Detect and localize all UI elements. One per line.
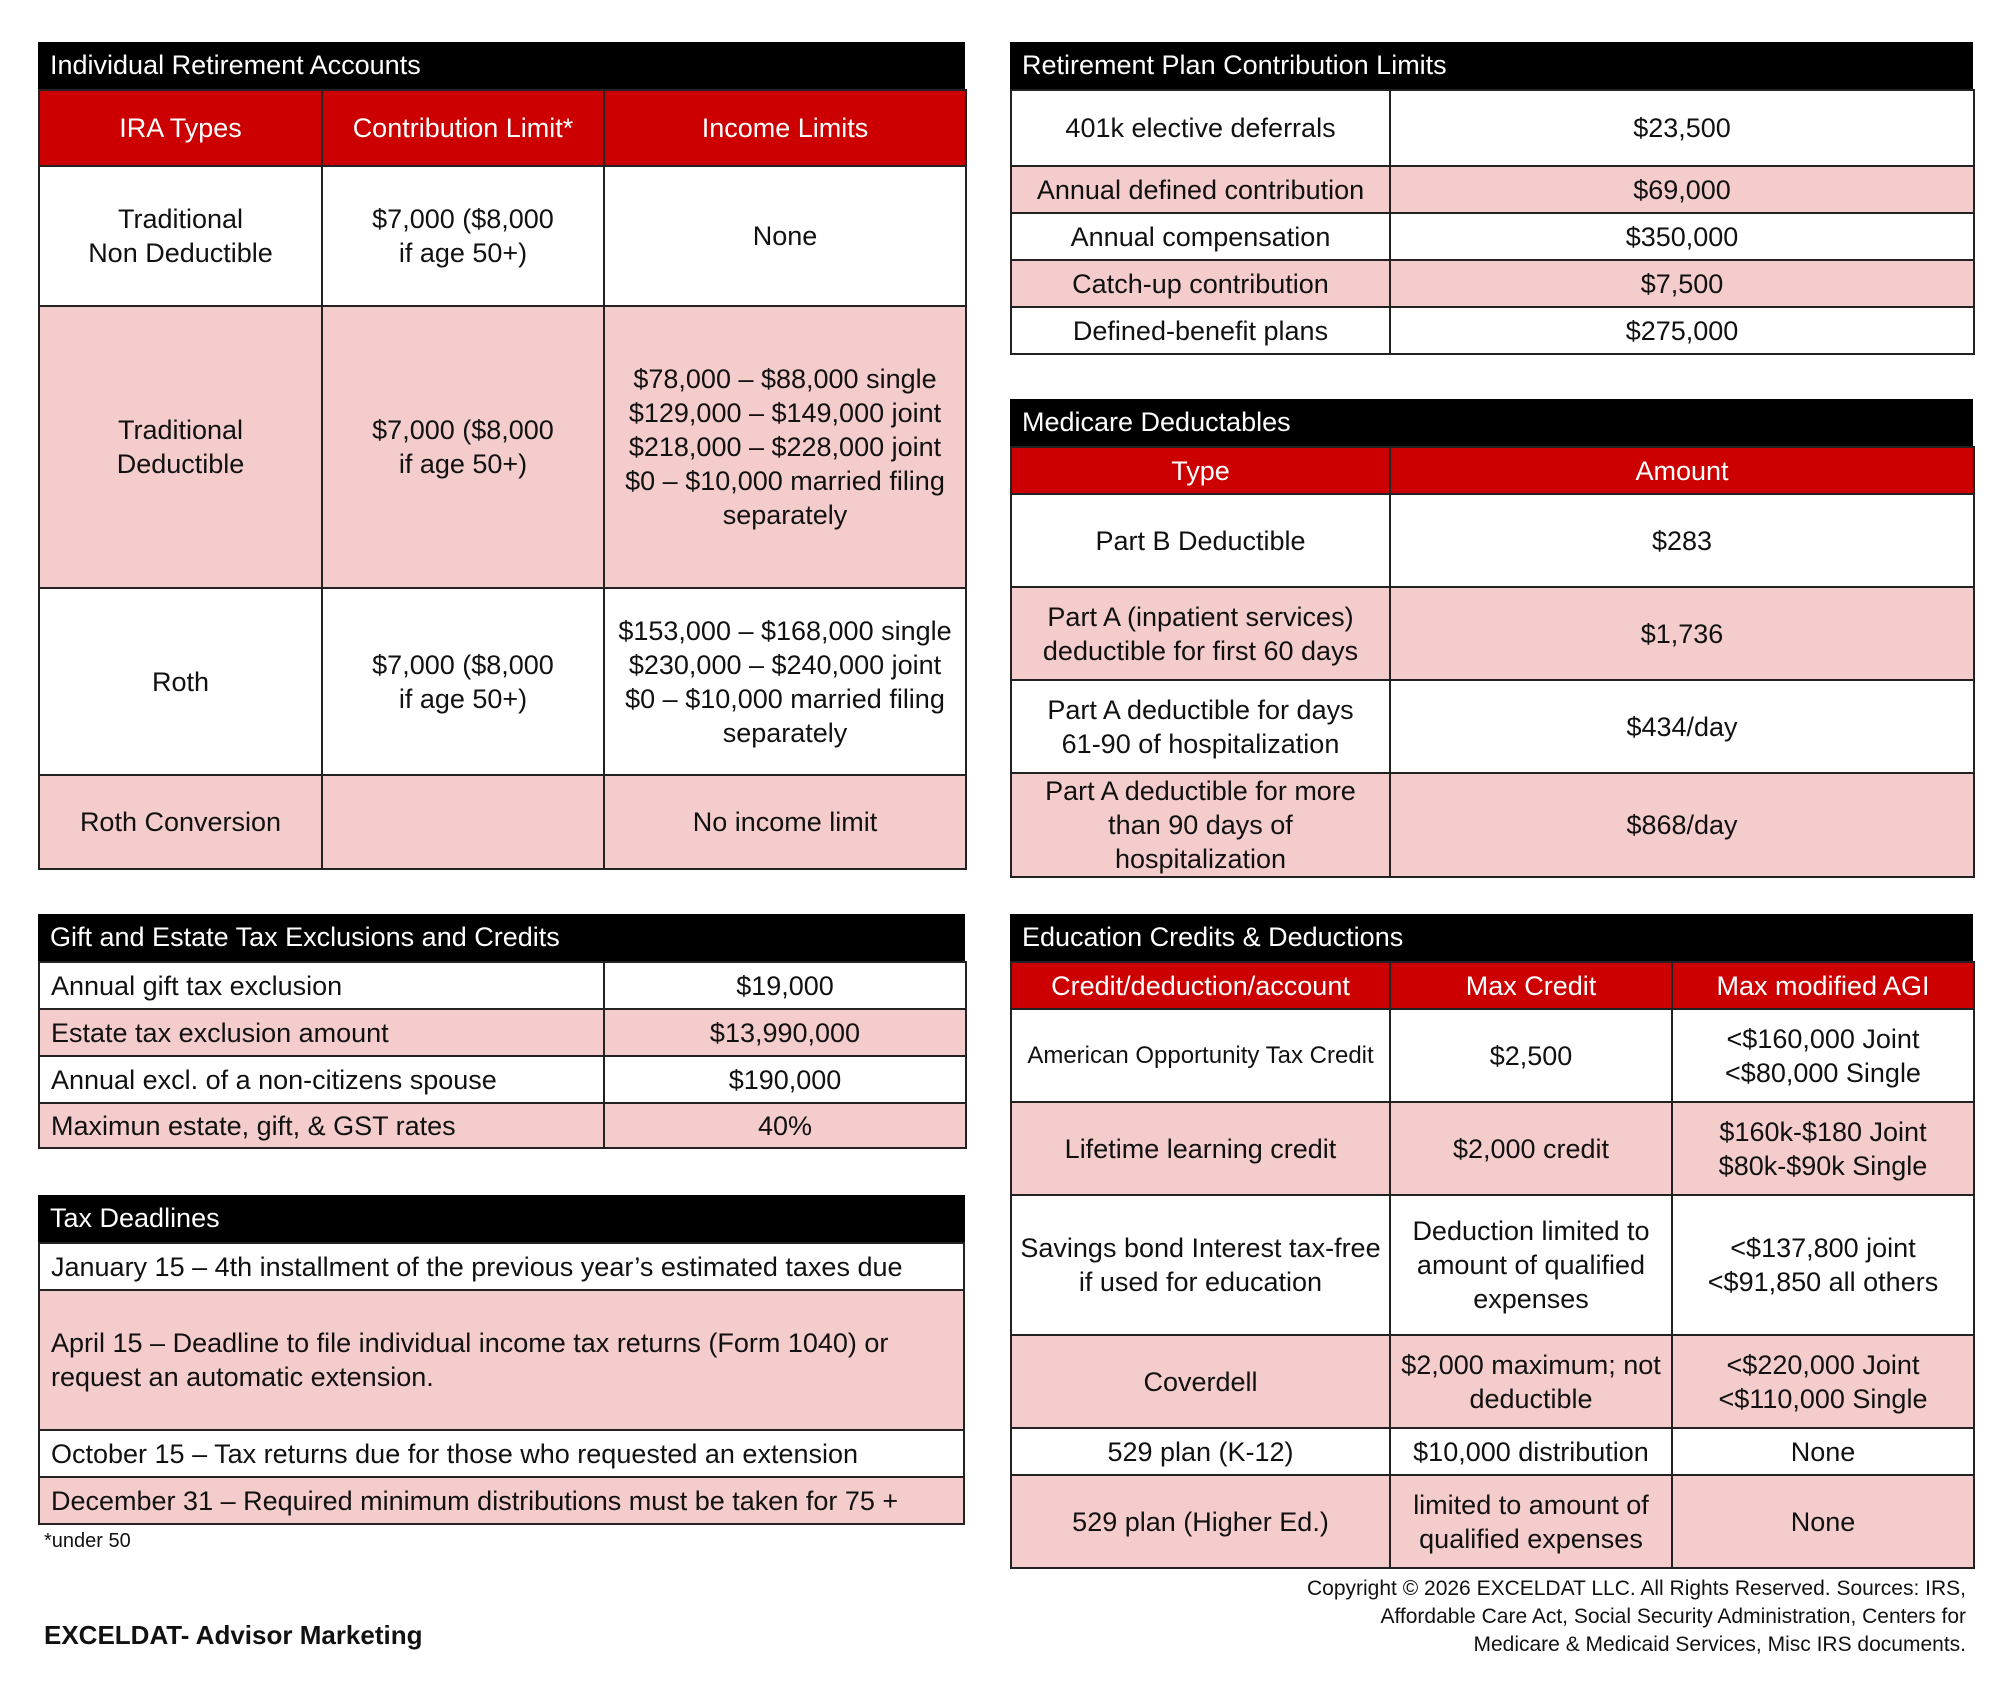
education-table: [1010, 961, 1975, 1569]
ira-income-cell: $78,000 – $88,000 single $129,000 – $149,000 joint $218,000 – $228,000 joint $0 – $10,000 married filing separately: [604, 306, 966, 588]
deadlines-table: [38, 1242, 965, 1525]
education-agi-cell: None: [1672, 1475, 1974, 1568]
ira-limit-cell: $7,000 ($8,000 if age 50+): [322, 166, 604, 306]
deadline-cell: December 31 – Required minimum distributions must be taken for 75 +: [39, 1477, 964, 1524]
deadline-cell: April 15 – Deadline to file individual income tax returns (Form 1040) or request an automatic extension.: [39, 1290, 964, 1430]
table-row: [39, 962, 966, 1009]
education-credit-cell: $2,000 credit: [1390, 1102, 1672, 1195]
table-row: [1011, 587, 1974, 680]
gift-value-cell: $13,990,000: [604, 1009, 966, 1056]
gift-label-cell: Annual excl. of a non-citizens spouse: [39, 1056, 604, 1103]
education-credit-cell: limited to amount of qualified expenses: [1390, 1475, 1672, 1568]
table-row: [1011, 1428, 1974, 1475]
education-name-cell: American Opportunity Tax Credit: [1011, 1009, 1390, 1102]
education-panel: [1010, 914, 1973, 1569]
retirement-title: Retirement Plan Contribution Limits: [1010, 42, 1973, 89]
table-row: [39, 166, 966, 306]
ira-header-types: IRA Types: [39, 90, 322, 166]
deadlines-panel: [38, 1195, 965, 1525]
education-name-cell: Savings bond Interest tax-free if used for education: [1011, 1195, 1390, 1335]
education-agi-cell: $160k-$180 Joint $80k-$90k Single: [1672, 1102, 1974, 1195]
table-row: [1011, 1195, 1974, 1335]
medicare-value-cell: $1,736: [1390, 587, 1974, 680]
education-name-cell: 529 plan (K-12): [1011, 1428, 1390, 1475]
education-agi-cell: <$160,000 Joint <$80,000 Single: [1672, 1009, 1974, 1102]
gift-label-cell: Annual gift tax exclusion: [39, 962, 604, 1009]
table-row: [1011, 494, 1974, 587]
table-row: [39, 1290, 964, 1430]
table-row: [1011, 1009, 1974, 1102]
medicare-label-cell: Part A deductible for days 61-90 of hospitalization: [1011, 680, 1390, 773]
ira-type-cell: Traditional Non Deductible: [39, 166, 322, 306]
gift-panel: [38, 914, 965, 1149]
retirement-value-cell: $275,000: [1390, 307, 1974, 354]
ira-income-cell: None: [604, 166, 966, 306]
retirement-value-cell: $7,500: [1390, 260, 1974, 307]
education-agi-cell: None: [1672, 1428, 1974, 1475]
education-credit-cell: $2,500: [1390, 1009, 1672, 1102]
table-row: [1011, 1102, 1974, 1195]
medicare-label-cell: Part B Deductible: [1011, 494, 1390, 587]
education-credit-cell: Deduction limited to amount of qualified expenses: [1390, 1195, 1672, 1335]
retirement-label-cell: Annual defined contribution: [1011, 166, 1390, 213]
retirement-value-cell: $350,000: [1390, 213, 1974, 260]
ira-limit-cell: $7,000 ($8,000 if age 50+): [322, 306, 604, 588]
table-row: [39, 1243, 964, 1290]
table-row: [39, 1056, 966, 1103]
copyright-notice: Copyright © 2026 EXCELDAT LLC. All Rights Reserved. Sources: IRS, Affordable Care Act, Social Security Administration, Centers for Medicare & Medicaid Services, Misc IRS documents.: [1307, 1577, 1966, 1656]
education-name-cell: 529 plan (Higher Ed.): [1011, 1475, 1390, 1568]
gift-value-cell: $19,000: [604, 962, 966, 1009]
ira-header-income: Income Limits: [604, 90, 966, 166]
table-row: [39, 1009, 966, 1056]
ira-title: Individual Retirement Accounts: [38, 42, 965, 89]
ira-panel: [38, 42, 965, 870]
table-row: [39, 306, 966, 588]
education-credit-cell: $10,000 distribution: [1390, 1428, 1672, 1475]
retirement-label-cell: Catch-up contribution: [1011, 260, 1390, 307]
medicare-header-type: Type: [1011, 447, 1390, 494]
gift-value-cell: $190,000: [604, 1056, 966, 1103]
ira-income-cell: No income limit: [604, 775, 966, 869]
medicare-table: [1010, 446, 1975, 878]
ira-table: [38, 89, 967, 870]
table-row: [1011, 1475, 1974, 1568]
education-name-cell: Coverdell: [1011, 1335, 1390, 1428]
medicare-header-amount: Amount: [1390, 447, 1974, 494]
education-title: Education Credits & Deductions: [1010, 914, 1973, 961]
table-row: [39, 588, 966, 775]
ira-income-cell: $153,000 – $168,000 single $230,000 – $240,000 joint $0 – $10,000 married filing separately: [604, 588, 966, 775]
gift-label-cell: Maximun estate, gift, & GST rates: [39, 1103, 604, 1148]
table-row: [1011, 773, 1974, 877]
ira-header-limit: Contribution Limit*: [322, 90, 604, 166]
retirement-label-cell: 401k elective deferrals: [1011, 90, 1390, 166]
table-row: [39, 775, 966, 869]
deadlines-title: Tax Deadlines: [38, 1195, 965, 1242]
retirement-panel: [1010, 42, 1973, 355]
education-agi-cell: <$137,800 joint <$91,850 all others: [1672, 1195, 1974, 1335]
table-row: [1011, 166, 1974, 213]
table-row: [1011, 90, 1974, 166]
table-row: [39, 1477, 964, 1524]
table-row: [39, 1103, 966, 1148]
ira-type-cell: Roth: [39, 588, 322, 775]
table-row: [1011, 213, 1974, 260]
table-row: [1011, 307, 1974, 354]
medicare-value-cell: $283: [1390, 494, 1974, 587]
brand-name: EXCELDAT- Advisor Marketing: [44, 1620, 423, 1650]
medicare-value-cell: $868/day: [1390, 773, 1974, 877]
gift-table: [38, 961, 967, 1149]
retirement-label-cell: Annual compensation: [1011, 213, 1390, 260]
table-row: [39, 1430, 964, 1477]
medicare-label-cell: Part A (inpatient services) deductible for first 60 days: [1011, 587, 1390, 680]
medicare-title: Medicare Deductables: [1010, 399, 1973, 446]
table-row: [1011, 1335, 1974, 1428]
gift-label-cell: Estate tax exclusion amount: [39, 1009, 604, 1056]
medicare-value-cell: $434/day: [1390, 680, 1974, 773]
retirement-table: [1010, 89, 1975, 355]
education-credit-cell: $2,000 maximum; not deductible: [1390, 1335, 1672, 1428]
education-header-agi: Max modified AGI: [1672, 962, 1974, 1009]
gift-value-cell: 40%: [604, 1103, 966, 1148]
deadline-cell: January 15 – 4th installment of the previous year’s estimated taxes due: [39, 1243, 964, 1290]
ira-type-cell: Roth Conversion: [39, 775, 322, 869]
table-row: [1011, 260, 1974, 307]
retirement-value-cell: $69,000: [1390, 166, 1974, 213]
ira-limit-cell: $7,000 ($8,000 if age 50+): [322, 588, 604, 775]
education-agi-cell: <$220,000 Joint <$110,000 Single: [1672, 1335, 1974, 1428]
footnote: *under 50: [44, 1530, 131, 1552]
medicare-label-cell: Part A deductible for more than 90 days of hospitalization: [1011, 773, 1390, 877]
education-name-cell: Lifetime learning credit: [1011, 1102, 1390, 1195]
gift-title: Gift and Estate Tax Exclusions and Credits: [38, 914, 965, 961]
retirement-value-cell: $23,500: [1390, 90, 1974, 166]
education-header-credit: Max Credit: [1390, 962, 1672, 1009]
education-header-name: Credit/deduction/account: [1011, 962, 1390, 1009]
ira-type-cell: Traditional Deductible: [39, 306, 322, 588]
ira-limit-cell: [322, 775, 604, 869]
retirement-label-cell: Defined-benefit plans: [1011, 307, 1390, 354]
table-row: [1011, 680, 1974, 773]
medicare-panel: [1010, 399, 1973, 878]
deadline-cell: October 15 – Tax returns due for those who requested an extension: [39, 1430, 964, 1477]
